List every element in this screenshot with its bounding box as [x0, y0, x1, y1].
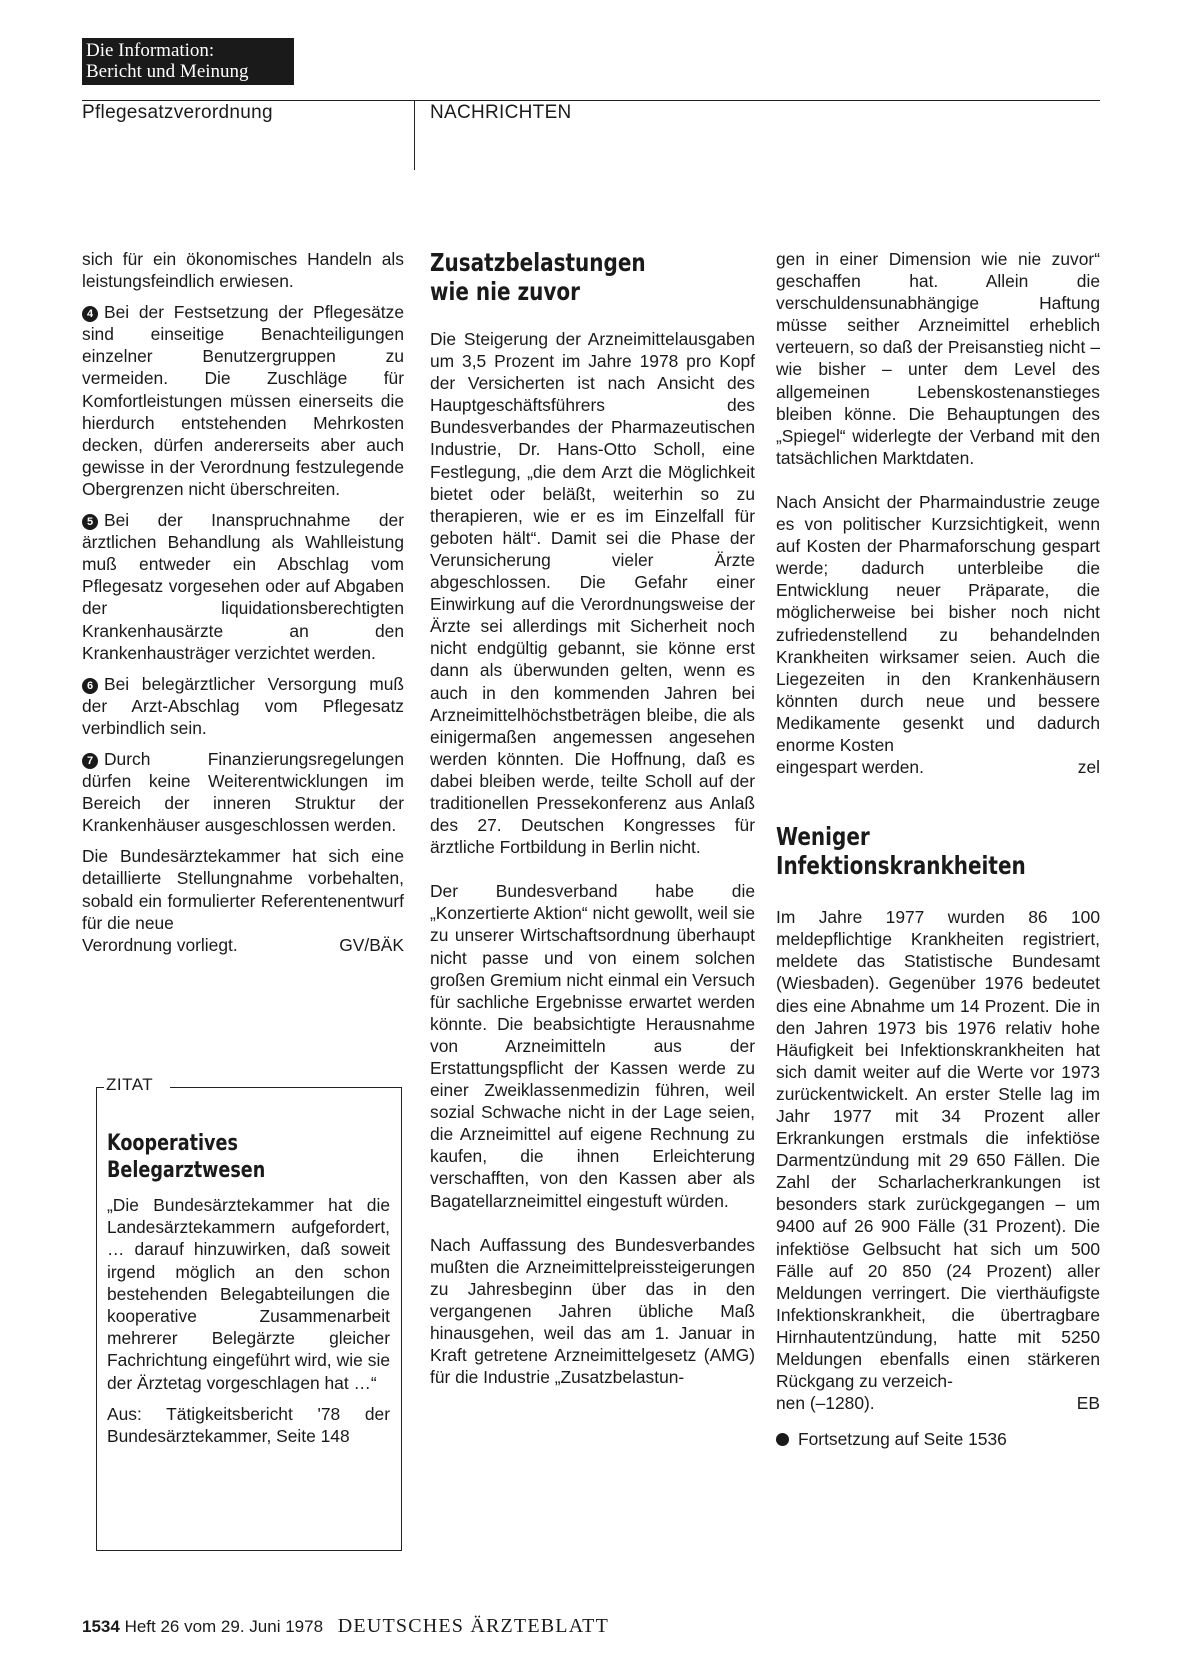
section-title-right: NACHRICHTEN [430, 102, 572, 123]
quote-label: ZITAT [106, 1075, 154, 1094]
number-7-icon: 7 [82, 753, 98, 769]
paragraph: sich für ein ökonomisches Handeln als leistungsfeindlich erwiesen. [82, 249, 404, 292]
paragraph: Nach Ansicht der Pharmaindustrie zeuge es von politischer Kurzsichtigkeit, wenn auf Kosten der Pharmaforschung gespart werde; dadurch unterbleibe die Entwicklung neuer Präparate, die möglicherweise bei bisher noch nicht zufriedenstellend zu behandelnden Krankheiten wirksamer seien. Auch die Liegezeiten in den Krankenhäusern könnten durch neue und bessere Medikamente gesenkt und dadurch enorme Kosten [776, 491, 1100, 755]
quote-headline-1: Kooperatives [107, 1131, 238, 1156]
list-item-5 [82, 509, 404, 664]
quote-text: „Die Bundesärztekammer hat die Landesärztekammern aufgefordert, … darauf hinzuwirken, daß soweit irgend möglich an den schon bestehenden Belegabteilungen die kooperative Zusammenarbeit mehrerer Belegärzte gleicher Fachrichtung eingeführt wird, wie sie der Ärztetag vorgeschlagen hat …“ [107, 1195, 390, 1393]
paragraph-ending [82, 934, 404, 956]
quote-box-rule [96, 1087, 104, 1088]
column-1 [82, 248, 404, 956]
column-2 [430, 248, 755, 1397]
number-4-icon: 4 [82, 306, 98, 322]
continuation-text: Fortsetzung auf Seite 1536 [798, 1429, 1007, 1450]
paragraph: Die Bundesärztekammer hat sich eine detaillierte Stellungnahme vorbehalten, sobald ein formulierter Referentenentwurf für die neue [82, 846, 404, 933]
page-footer [82, 1615, 609, 1638]
author-sign: zel [1077, 757, 1100, 778]
quote-source: Aus: Tätigkeitsbericht '78 der Bundesärztekammer, Seite 148 [107, 1403, 390, 1447]
paragraph: Im Jahre 1977 wurden 86 100 meldepflichtige Krankheiten registriert, meldete das Statistische Bundesamt (Wiesbaden). Gegenüber 1976 bedeutet dies eine Abnahme um 14 Prozent. Die in den Jahren 1973 bis 1976 relativ hohe Häufigkeit bei Infektionskrankheiten hat sich damit weiter auf die Werte vor 1973 zurückentwickelt. An erster Stelle lag im Jahr 1977 mit 34 Prozent aller Erkrankungen erstmals die infektiöse Darmentzündung mit 29 650 Fällen. Die Zahl der Scharlacherkrankungen ist besonders stark zurückgegangen – um 9400 auf 26 900 Fälle (31 Prozent). Die infektiöse Gelbsucht hat sich um 500 Fälle auf 20 850 (24 Prozent) aller Meldungen verringert. Die vierthäufigste Infektionskrankheit, die übertragbare Hirnhautentzündung, hatte mit 5250 Meldungen ebenfalls einen stärkeren Rückgang zu verzeich- [776, 907, 1100, 1392]
list-item-text: Bei belegärztlicher Versorgung muß der Arzt-Abschlag vom Pflegesatz verbindlich sein. [82, 673, 404, 738]
list-item-4 [82, 301, 404, 500]
quote-headline-2: Belegarztwesen [107, 1158, 266, 1183]
section-badge [82, 38, 294, 85]
list-item-text: Bei der Festsetzung der Pflegesätze sind einseitige Benachteiligungen einzelner Benutzergruppen zu vermeiden. Die Zuschläge für Komfortleistungen müssen einerseits die hierdurch entstehenden Mehrkosten decken, dürfen andererseits aber auch gewisse in der Verordnung festzulegende Obergrenzen nicht überschreiten. [82, 302, 404, 499]
article-headline-1: Zusatzbelastungen [430, 248, 646, 277]
list-item-7 [82, 748, 404, 836]
article-headline-2: Infektionskrankheiten [776, 851, 1026, 881]
article-headline-1: Weniger [776, 822, 870, 852]
paragraph-ending [776, 1392, 1100, 1414]
header-divider [414, 100, 415, 170]
number-6-icon: 6 [82, 678, 98, 694]
paragraph: Der Bundesverband habe die „Konzertierte Aktion“ nicht gewollt, weil sie zu unserer Wirtschaftsordnung überhaupt nicht passe und von einem solchen großen Gremium nicht einmal ein Versuch für sachliche Ergebnisse erwartet werden könnte. Die beabsichtigte Herausnahme von Arzneimitteln aus der Erstattungspflicht der Kassen werde zu einer Zweiklassenmedizin führen, weil sozial Schwache nicht in der Lage seien, die Arzneimittel auf eigene Rechnung zu kaufen, die ihnen Erleichterung verschafften, von den Kassen aber als Bagatellarzneimittel eingestuft würden. [430, 881, 755, 1211]
publication-name: DEUTSCHES ÄRZTEBLATT [337, 1615, 609, 1637]
paragraph-end: nen (–1280). [776, 1393, 875, 1414]
list-item-6 [82, 673, 404, 739]
page-number: 1534 [82, 1617, 120, 1636]
paragraph-end: eingespart werden. [776, 757, 924, 778]
paragraph: gen in einer Dimension wie nie zuvor“ geschaffen hat. Allein die verschuldensunabhängige Haftung müsse seither Arzneimittel erheblich verteuern, so daß der Preisanstieg nicht – wie bisher – unter dem Level des allgemeinen Lebenskostenanstieges bleiben könne. Die Behauptungen des „Spiegel“ widerlegte der Verband mit den tatsächlichen Marktdaten. [776, 249, 1100, 468]
list-item-text: Bei der Inanspruchnahme der ärztlichen Behandlung als Wahlleistung muß entweder ein Abschlag vom Pflegesatz vorgesehen oder auf Abgaben der liquidationsberechtigten Krankenhausärzte an den Krankenhausträger verzichtet werden. [82, 510, 404, 663]
issue-info: Heft 26 vom 29. Juni 1978 [124, 1617, 324, 1636]
paragraph: Die Steigerung der Arzneimittelausgaben um 3,5 Prozent im Jahre 1978 pro Kopf der Versicherten ist nach Ansicht des Hauptgeschäftsführers des Bundesverbandes der Pharmazeutischen Industrie, Dr. Hans-Otto Scholl, eine Festlegung, „die dem Arzt die Möglichkeit bietet oder beläßt, weiterhin so zu therapieren, wie er es im Einzelfall für geboten hält“. Damit sei die Phase der Verunsicherung vieler Ärzte abgeschlossen. Die Gefahr einer Einwirkung auf die Verordnungsweise der Ärzte sei allerdings mit Sicherheit noch nicht endgültig gebannt, sie könne erst dann als überwunden gelten, wenn es auch in den kommenden Jahren bei Arzneimittelhöchstbeträgen bleibe, die als einigermaßen angemessen angesehen werden könnten. Die Hoffnung, daß es dabei bleiben werde, teilte Scholl auf der traditionellen Pressekonferenz aus Anlaß des 27. Deutschen Kongresses für ärztliche Fortbildung in Berlin nicht. [430, 329, 755, 858]
list-item-text: Durch Finanzierungsregelungen dürfen keine Weiterentwicklungen im Bereich der inneren Struktur der Krankenhäuser ausgeschlossen werden. [82, 748, 404, 836]
author-sign: EB [1076, 1393, 1100, 1414]
quote-content [107, 1130, 390, 1456]
badge-line-1: Die Information: [86, 40, 215, 61]
paragraph-end: Verordnung vorliegt. [82, 934, 238, 955]
quote-box-rule [170, 1087, 402, 1088]
number-5-icon: 5 [82, 514, 98, 530]
article-headline-2: wie nie zuvor [430, 277, 580, 306]
section-title-left: Pflegesatzverordnung [82, 102, 273, 123]
continuation-note [776, 1428, 1100, 1450]
bullet-icon [776, 1433, 789, 1446]
header-rule [82, 100, 1100, 101]
column-3 [776, 248, 1100, 1450]
paragraph-ending [776, 756, 1100, 778]
paragraph: Nach Auffassung des Bundesverbandes mußten die Arzneimittelpreissteigerungen zu Jahresbeginn über das in den vergangenen Jahren übliche Maß hinausgehen, weil das am 1. Januar in Kraft getretene Arzneimittelgesetz (AMG) für die Industrie „Zusatzbelastun- [430, 1234, 755, 1388]
badge-line-2: Bericht und Meinung [86, 61, 249, 82]
author-sign: GV/BÄK [339, 934, 404, 955]
